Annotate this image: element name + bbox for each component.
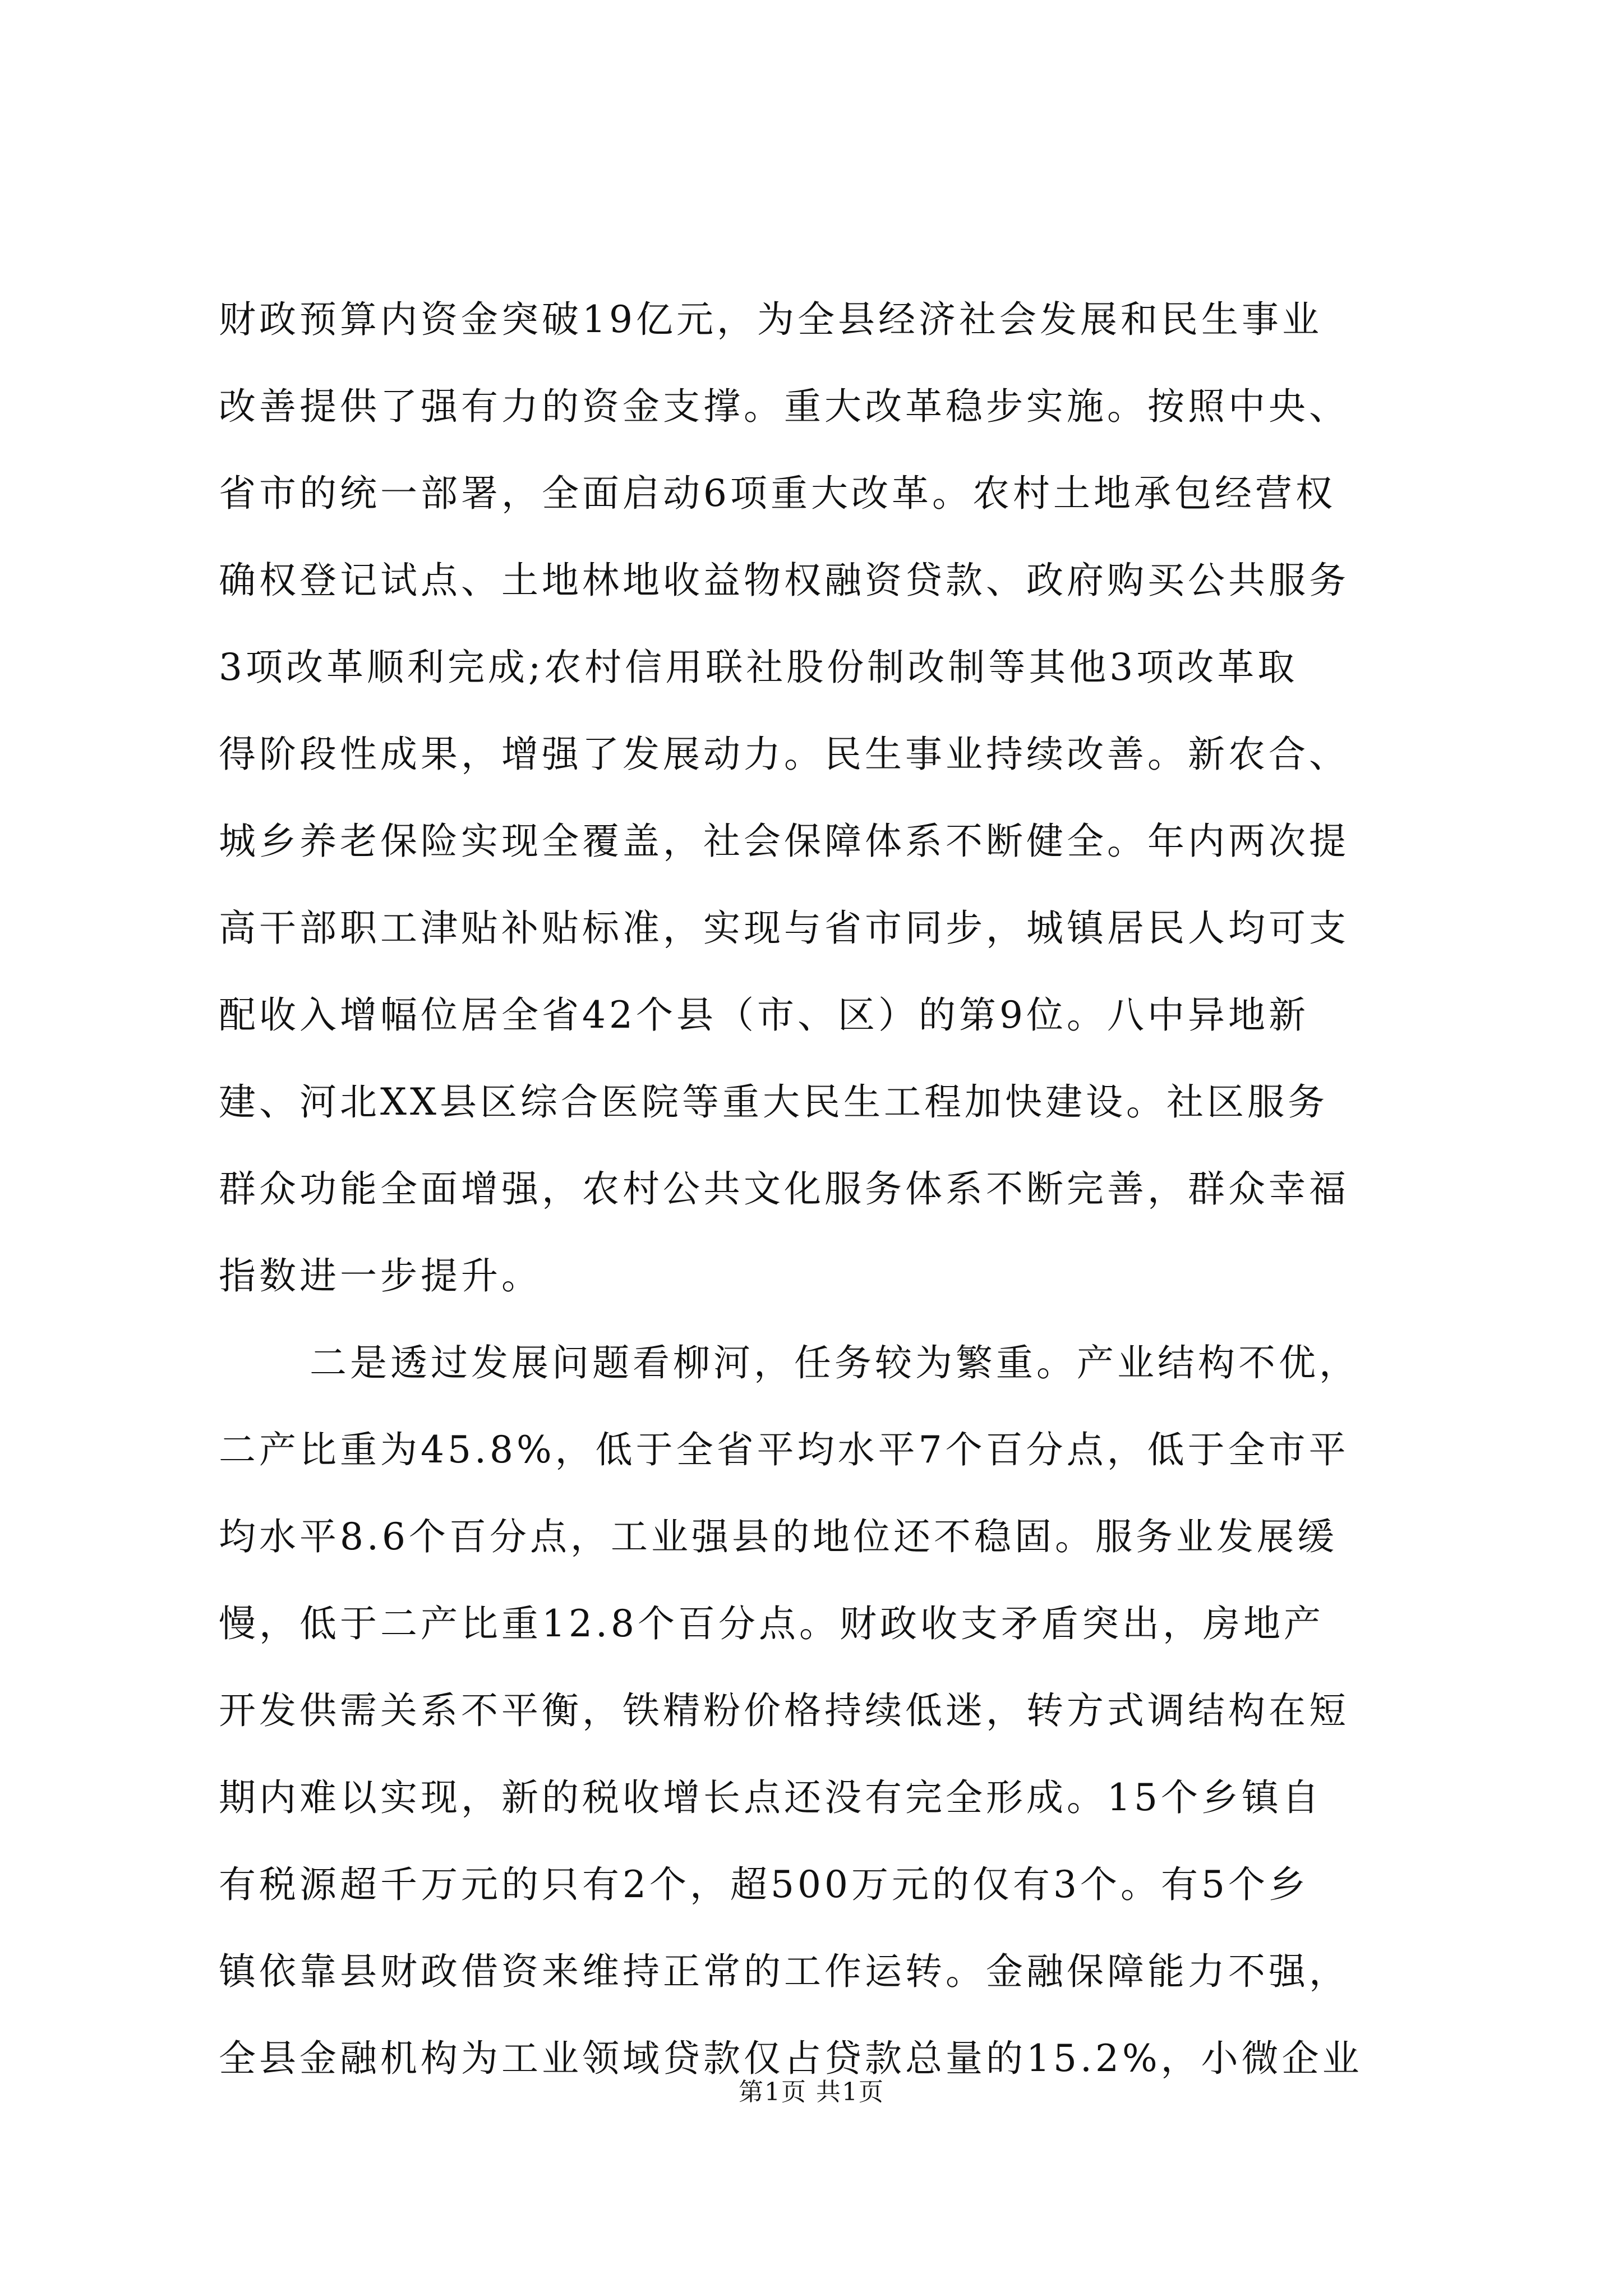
text-line: 得阶段性成果，增强了发展动力。民生事业持续改善。新农合、 [219,733,1349,776]
text-line: 慢，低于二产比重12.8个百分点。财政收支矛盾突出，房地产 [219,1602,1324,1645]
text-line: 3项改革顺利完成;农村信用联社股份制改制等其他3项改革取 [219,646,1298,689]
text-line: 高干部职工津贴补贴标准，实现与省市同步，城镇居民人均可支 [219,907,1349,950]
text-line: 指数进一步提升。 [219,1254,542,1297]
text-line: 省市的统一部署，全面启动6项重大改革。农村土地承包经营权 [219,472,1336,515]
text-line: 城乡养老保险实现全覆盖，社会保障体系不断健全。年内两次提 [219,820,1349,863]
text-line: 期内难以实现，新的税收增长点还没有完全形成。15个乡镇自 [219,1776,1322,1819]
text-line: 群众功能全面增强，农村公共文化服务体系不断完善，群众幸福 [219,1167,1349,1211]
text-line: 镇依靠县财政借资来维持正常的工作运转。金融保障能力不强， [219,1950,1349,1993]
text-line: 建、河北XX县区综合医院等重大民生工程加快建设。社区服务 [219,1080,1328,1124]
text-line: 配收入增幅位居全省42个县（市、区）的第9位。八中异地新 [219,993,1309,1037]
text-line: 财政预算内资金突破19亿元，为全县经济社会发展和民生事业 [219,298,1322,341]
text-line: 二是透过发展问题看柳河，任务较为繁重。产业结构不优， [310,1341,1359,1384]
text-line: 确权登记试点、土地林地收益物权融资贷款、政府购买公共服务 [219,559,1349,602]
text-line: 全县金融机构为工业领域贷款仅占贷款总量的15.2%，小微企业 [219,2037,1363,2080]
text-line: 二产比重为45.8%，低于全省平均水平7个百分点，低于全市平 [219,1428,1349,1471]
text-line: 均水平8.6个百分点，工业强县的地位还不稳固。服务业发展缓 [219,1515,1338,1558]
text-line: 开发供需关系不平衡，铁精粉价格持续低迷，转方式调结构在短 [219,1689,1349,1732]
page-footer: 第1页 共1页 [739,2078,884,2106]
text-line: 改善提供了强有力的资金支撑。重大改革稳步实施。按照中央、 [219,385,1349,428]
text-line: 有税源超千万元的只有2个，超500万元的仅有3个。有5个乡 [219,1863,1309,1906]
